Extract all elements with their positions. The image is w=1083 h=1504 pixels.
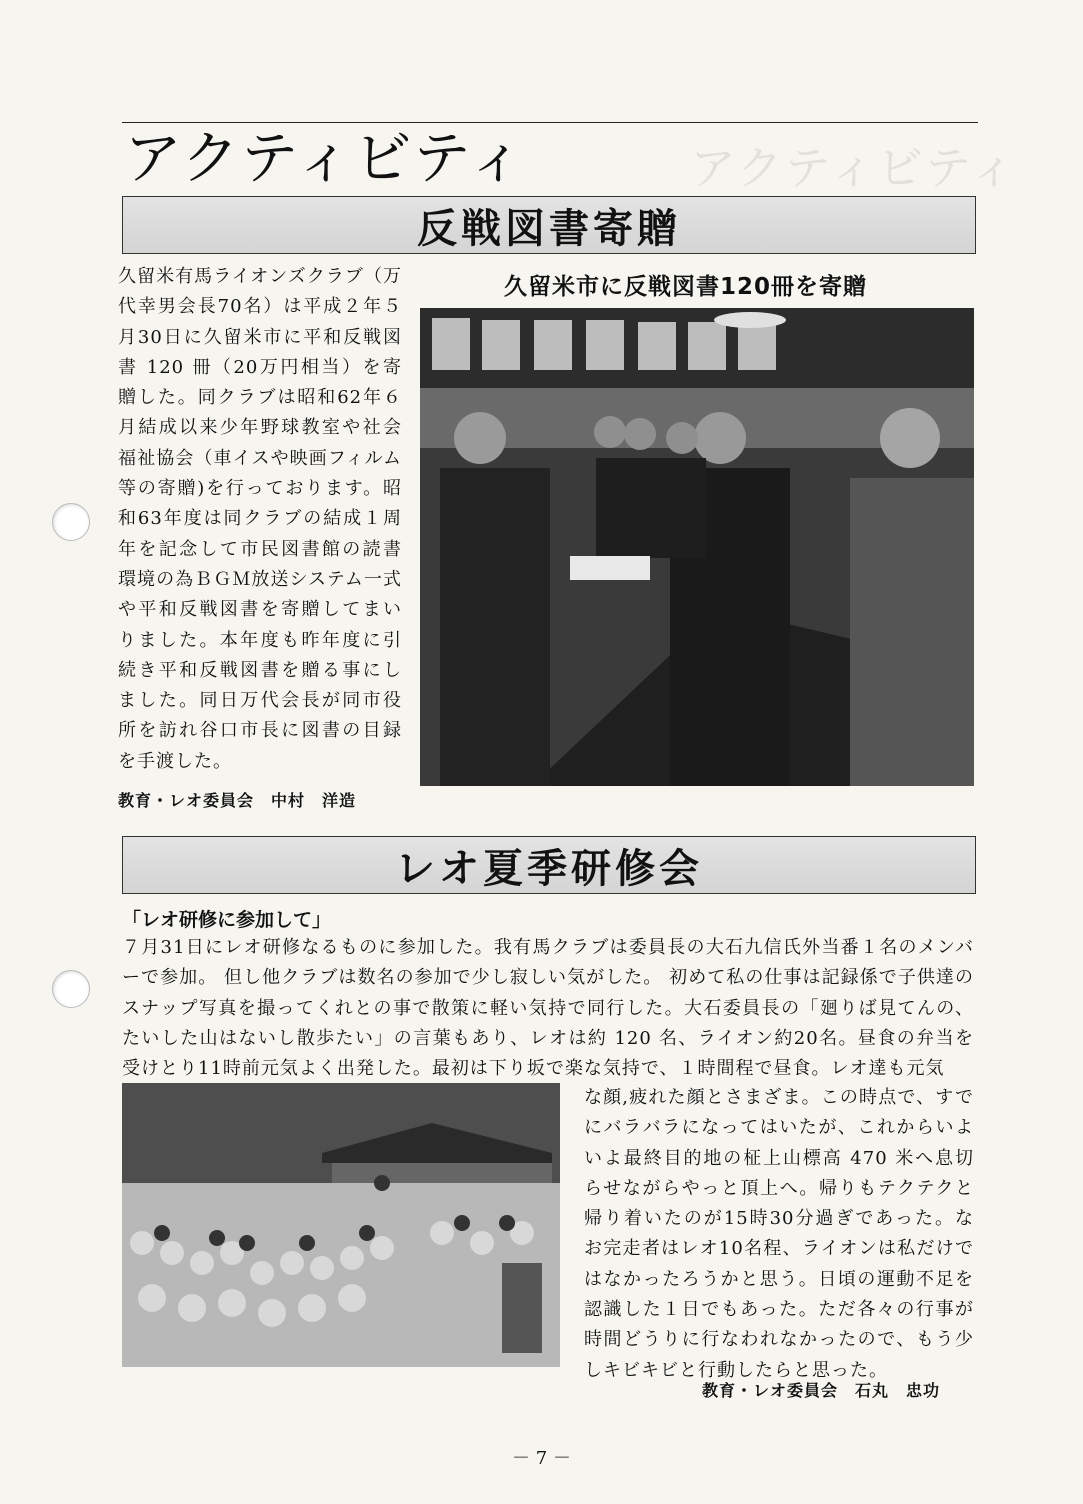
section-heading: レオ夏季研修会	[395, 844, 703, 892]
ghost-title: アクティビティ	[690, 141, 1018, 195]
hiking-photo	[122, 1083, 560, 1367]
page-number: － 7 －	[512, 1448, 571, 1469]
article-text: ７月31日にレオ研修なるものに参加した。我有馬クラブは委員長の大石九信氏外当番１名のメンバーで参加。 但し他クラブは数名の参加で少し寂しい気がした。 初めて私の仕事は記録係で子供達のスナップ写真を撮ってくれとの事で散策に軽い気持で同行した。大石委員長の「廻りば見てんの、たいした山はないし散歩たい」の言葉もあり、レオは約 120 名、ライオン約20名。昼食の弁当を受けとり11時前元気よく出発した。最初は下り坂で楽な気持で、１時間程で昼食。レオ達も元気	[122, 937, 974, 1080]
section-heading: 反戦図書寄贈	[417, 204, 681, 252]
page-title: アクティビティ	[124, 124, 526, 192]
section-heading-bar	[122, 836, 976, 894]
article-text: な顔,疲れた顔とさまざま。この時点で、すでにバラバラになってはいたが、これからいよいよ最終目的地の柾上山標高 470 米へ息切らせながらやっと頂上へ。帰りもテクテクと帰り着いたのが15時30分過ぎであった。なお完走者はレオ10名程、ライオンは私だけではなかったろうかと思う。日頃の運動不足を認識した１日でもあった。ただ各々の行事が時間どうりに行なわれなかったので、もう少しキビキビと行動したらと思った。	[584, 1087, 974, 1381]
photo-caption: 久留米市に反戦図書120冊を寄贈	[504, 274, 868, 300]
ceremony-photo	[420, 308, 974, 786]
article-text: 久留米有馬ライオンズクラブ（万代幸男会長70名）は平成２年５月30日に久留米市に平和反戦図書 120 冊（20万円相当）を寄贈した。同クラブは昭和62年６月結成以来少年野球教室や社会福祉協会（車イスや映画フィルム等の寄贈)を行っております。昭和63年度は同クラブの結成１周年を記念して市民図書館の読書環境の為ＢＧＭ放送システム一式や平和反戦図書を寄贈してまいりました。本年度も昨年度に引続き平和反戦図書を贈る事にしました。同日万代会長が同市役所を訪れ谷口市長に図書の目録を手渡した。	[118, 266, 402, 772]
section-heading-bar	[122, 196, 976, 254]
article-subheading: 「レオ研修に参加して」	[122, 909, 332, 931]
article-credit: 教育・レオ委員会 石丸 忠功	[702, 1381, 941, 1400]
header-rule	[122, 122, 978, 123]
binder-hole-top	[52, 503, 90, 541]
binder-hole-bottom	[52, 970, 90, 1008]
article-credit: 教育・レオ委員会 中村 洋造	[118, 791, 357, 810]
